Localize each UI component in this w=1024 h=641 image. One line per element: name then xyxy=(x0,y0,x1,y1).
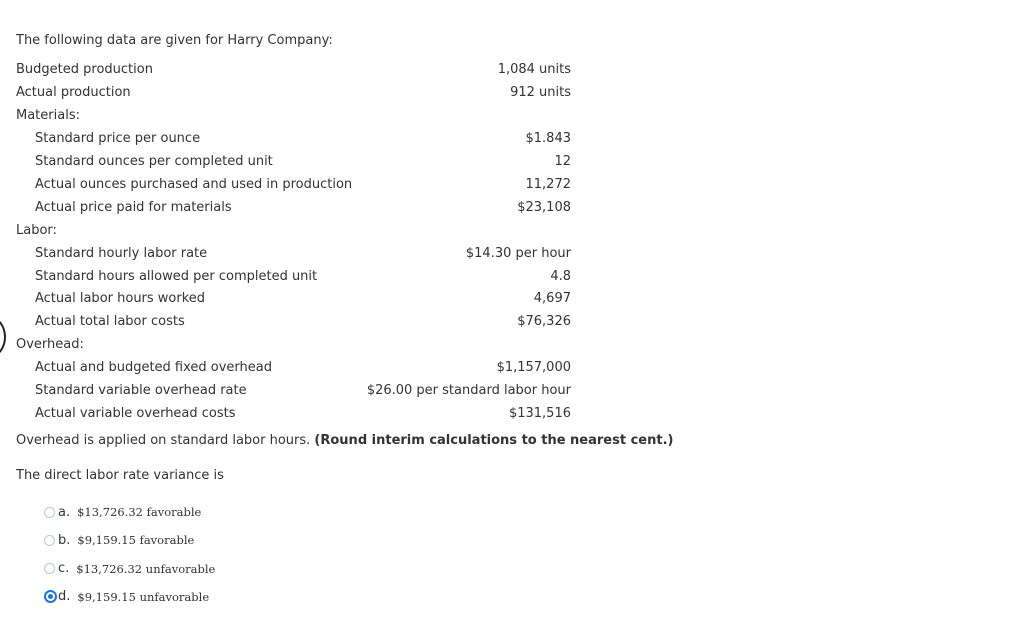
row-budgeted-production xyxy=(0,62,571,82)
row-variable-overhead-rate xyxy=(0,383,571,403)
option-c[interactable] xyxy=(44,559,215,579)
row-variable-overhead-costs xyxy=(0,406,571,426)
row-label: Actual price paid for materials xyxy=(35,200,232,215)
row-label: Budgeted production xyxy=(16,62,153,77)
answer-options xyxy=(44,502,215,615)
radio-button[interactable] xyxy=(44,563,55,574)
row-value: $26.00 per standard labor hour xyxy=(366,383,571,398)
row-value: 4.8 xyxy=(550,269,571,284)
row-value: 4,697 xyxy=(533,291,571,306)
option-letter: a. xyxy=(58,504,71,520)
row-label: Standard variable overhead rate xyxy=(35,383,247,398)
row-value: $23,108 xyxy=(517,200,571,215)
question-prompt: The direct labor rate variance is xyxy=(16,468,224,483)
row-actual-labor-costs xyxy=(0,314,571,334)
row-label: Standard hourly labor rate xyxy=(35,246,208,261)
row-actual-production xyxy=(0,85,571,105)
option-a[interactable] xyxy=(44,502,215,522)
note-bold: (Round interim calculations to the nearest cent.) xyxy=(314,433,674,448)
row-actual-ounces xyxy=(0,177,571,197)
option-d[interactable] xyxy=(44,587,215,607)
section-materials xyxy=(0,108,571,128)
row-value: $76,326 xyxy=(517,314,571,329)
instruction-note xyxy=(16,433,673,448)
section-heading: Materials: xyxy=(16,108,80,123)
radio-button[interactable] xyxy=(44,535,55,546)
option-letter: d. xyxy=(58,589,71,605)
row-label: Standard ounces per completed unit xyxy=(35,154,273,169)
row-standard-hourly-rate xyxy=(0,246,571,266)
section-heading: Overhead: xyxy=(16,337,84,352)
row-value: 1,084 units xyxy=(497,62,571,77)
row-label: Actual variable overhead costs xyxy=(35,406,236,421)
option-b[interactable] xyxy=(44,530,215,550)
row-value: $1.843 xyxy=(525,131,571,146)
radio-button[interactable] xyxy=(44,507,55,518)
row-label: Actual labor hours worked xyxy=(35,291,206,306)
row-label: Actual ounces purchased and used in production xyxy=(35,177,353,192)
intro-text: The following data are given for Harry Company: xyxy=(16,33,333,48)
row-label: Standard price per ounce xyxy=(35,131,201,146)
row-fixed-overhead xyxy=(0,360,571,380)
radio-button-selected[interactable] xyxy=(44,590,57,603)
row-label: Standard hours allowed per completed unit xyxy=(35,269,318,284)
row-standard-ounces-per-unit xyxy=(0,154,571,174)
row-value: 912 units xyxy=(510,85,571,100)
section-heading: Labor: xyxy=(16,223,57,238)
option-letter: c. xyxy=(58,561,70,577)
row-label: Actual total labor costs xyxy=(35,314,185,329)
option-text: $9,159.15 favorable xyxy=(77,533,195,548)
row-value: $1,157,000 xyxy=(496,360,571,375)
option-text: $13,726.32 unfavorable xyxy=(76,561,216,576)
row-actual-price-materials xyxy=(0,200,571,220)
row-standard-price-per-ounce xyxy=(0,131,571,151)
row-value: 11,272 xyxy=(525,177,571,192)
row-label: Actual production xyxy=(16,85,131,100)
note-text: Overhead is applied on standard labor hours. xyxy=(16,433,315,448)
row-label: Actual and budgeted fixed overhead xyxy=(35,360,273,375)
row-standard-hours-per-unit xyxy=(0,269,571,289)
section-labor xyxy=(0,223,571,243)
option-text: $9,159.15 unfavorable xyxy=(77,589,210,604)
option-letter: b. xyxy=(58,532,71,548)
row-actual-labor-hours xyxy=(0,291,571,311)
row-value: 12 xyxy=(554,154,571,169)
option-text: $13,726.32 favorable xyxy=(77,505,202,519)
section-overhead xyxy=(0,337,571,357)
row-value: $14.30 per hour xyxy=(465,246,571,261)
row-value: $131,516 xyxy=(508,406,571,421)
